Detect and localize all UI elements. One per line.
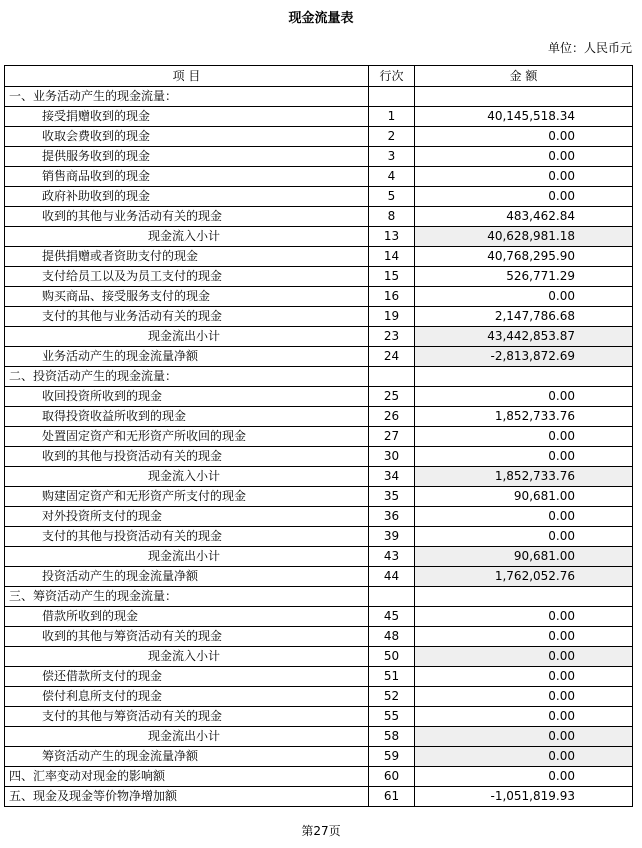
row-line-number: 52 [369, 687, 415, 707]
table-row [5, 587, 633, 607]
row-item-label: 现金流出小计 [5, 327, 369, 347]
row-line-number: 59 [369, 747, 415, 767]
row-amount: 0.00 [415, 167, 633, 187]
currency-unit: 单位：人民币元 [547, 41, 632, 55]
row-item-label: 四、汇率变动对现金的影响额 [5, 767, 369, 787]
row-line-number [369, 587, 415, 607]
row-amount: 0.00 [415, 147, 633, 167]
row-amount: 90,681.00 [415, 547, 633, 567]
row-item-label: 购建固定资产和无形资产所支付的现金 [5, 487, 369, 507]
table-row [5, 527, 633, 547]
row-item-label: 筹资活动产生的现金流量净额 [5, 747, 369, 767]
row-amount: 0.00 [415, 527, 633, 547]
table-row [5, 547, 633, 567]
row-amount: 0.00 [415, 747, 633, 767]
row-amount [415, 87, 633, 107]
header-amount: 金 额 [415, 66, 633, 87]
table-row [5, 507, 633, 527]
page-number: 第27页 [301, 824, 341, 838]
row-amount [415, 367, 633, 387]
row-amount: 0.00 [415, 187, 633, 207]
row-amount: 90,681.00 [415, 487, 633, 507]
row-item-label: 销售商品收到的现金 [5, 167, 369, 187]
row-item-label: 五、现金及现金等价物净增加额 [5, 787, 369, 807]
row-amount: 0.00 [415, 507, 633, 527]
table-row [5, 767, 633, 787]
table-row [5, 447, 633, 467]
table-row [5, 627, 633, 647]
row-line-number: 43 [369, 547, 415, 567]
row-item-label: 现金流出小计 [5, 727, 369, 747]
row-line-number: 15 [369, 267, 415, 287]
row-line-number: 36 [369, 507, 415, 527]
row-amount: 1,762,052.76 [415, 567, 633, 587]
row-line-number: 1 [369, 107, 415, 127]
table-row [5, 707, 633, 727]
table-row [5, 787, 633, 807]
table-row [5, 567, 633, 587]
table-row [5, 167, 633, 187]
row-line-number: 5 [369, 187, 415, 207]
row-line-number: 50 [369, 647, 415, 667]
row-item-label: 提供捐赠或者资助支付的现金 [5, 247, 369, 267]
row-line-number: 25 [369, 387, 415, 407]
row-line-number: 44 [369, 567, 415, 587]
row-item-label: 接受捐赠收到的现金 [5, 107, 369, 127]
row-amount: 0.00 [415, 727, 633, 747]
row-amount [415, 587, 633, 607]
row-line-number: 16 [369, 287, 415, 307]
row-line-number: 19 [369, 307, 415, 327]
table-row [5, 127, 633, 147]
row-amount: 1,852,733.76 [415, 407, 633, 427]
table-row [5, 87, 633, 107]
row-line-number: 55 [369, 707, 415, 727]
row-item-label: 收到的其他与筹资活动有关的现金 [5, 627, 369, 647]
row-item-label: 取得投资收益所收到的现金 [5, 407, 369, 427]
table-row [5, 307, 633, 327]
row-amount: 483,462.84 [415, 207, 633, 227]
row-amount: 1,852,733.76 [415, 467, 633, 487]
table-row [5, 207, 633, 227]
page-title: 现金流量表 [288, 11, 354, 26]
row-item-label: 对外投资所支付的现金 [5, 507, 369, 527]
row-item-label: 政府补助收到的现金 [5, 187, 369, 207]
row-amount: 0.00 [415, 647, 633, 667]
table-row [5, 147, 633, 167]
table-row [5, 667, 633, 687]
row-item-label: 支付给员工以及为员工支付的现金 [5, 267, 369, 287]
table-row [5, 247, 633, 267]
row-line-number: 3 [369, 147, 415, 167]
row-item-label: 处置固定资产和无形资产所收回的现金 [5, 427, 369, 447]
table-row [5, 467, 633, 487]
row-line-number: 61 [369, 787, 415, 807]
row-amount: 40,628,981.18 [415, 227, 633, 247]
row-amount: 0.00 [415, 627, 633, 647]
table-row [5, 287, 633, 307]
row-line-number: 51 [369, 667, 415, 687]
row-amount: 0.00 [415, 767, 633, 787]
row-item-label: 投资活动产生的现金流量净额 [5, 567, 369, 587]
table-row [5, 427, 633, 447]
row-line-number: 23 [369, 327, 415, 347]
row-item-label: 现金流入小计 [5, 227, 369, 247]
row-line-number: 2 [369, 127, 415, 147]
row-line-number: 39 [369, 527, 415, 547]
row-item-label: 三、筹资活动产生的现金流量： [5, 587, 369, 607]
row-item-label: 收回投资所收到的现金 [5, 387, 369, 407]
row-item-label: 收到的其他与业务活动有关的现金 [5, 207, 369, 227]
row-item-label: 收取会费收到的现金 [5, 127, 369, 147]
row-item-label: 偿付利息所支付的现金 [5, 687, 369, 707]
table-row [5, 607, 633, 627]
row-line-number: 35 [369, 487, 415, 507]
table-row [5, 647, 633, 667]
row-item-label: 二、投资活动产生的现金流量： [5, 367, 369, 387]
row-amount: 0.00 [415, 667, 633, 687]
row-line-number: 8 [369, 207, 415, 227]
table-row [5, 227, 633, 247]
row-item-label: 支付的其他与业务活动有关的现金 [5, 307, 369, 327]
table-row [5, 107, 633, 127]
row-line-number: 13 [369, 227, 415, 247]
row-line-number: 48 [369, 627, 415, 647]
table-row [5, 327, 633, 347]
table-row [5, 347, 633, 367]
row-amount: 0.00 [415, 427, 633, 447]
row-line-number [369, 87, 415, 107]
row-amount: 2,147,786.68 [415, 307, 633, 327]
row-item-label: 一、业务活动产生的现金流量： [5, 87, 369, 107]
table-row [5, 187, 633, 207]
row-line-number: 30 [369, 447, 415, 467]
row-item-label: 现金流入小计 [5, 467, 369, 487]
row-amount: -2,813,872.69 [415, 347, 633, 367]
row-item-label: 业务活动产生的现金流量净额 [5, 347, 369, 367]
row-item-label: 提供服务收到的现金 [5, 147, 369, 167]
row-item-label: 借款所收到的现金 [5, 607, 369, 627]
row-item-label: 现金流入小计 [5, 647, 369, 667]
header-item: 项 目 [5, 66, 369, 87]
row-amount: 40,768,295.90 [415, 247, 633, 267]
row-line-number: 45 [369, 607, 415, 627]
header-line: 行次 [369, 66, 415, 87]
table-row [5, 367, 633, 387]
row-amount: 40,145,518.34 [415, 107, 633, 127]
row-amount: 526,771.29 [415, 267, 633, 287]
table-row [5, 687, 633, 707]
row-amount: 0.00 [415, 607, 633, 627]
row-item-label: 购买商品、接受服务支付的现金 [5, 287, 369, 307]
row-line-number: 24 [369, 347, 415, 367]
table-row [5, 727, 633, 747]
row-item-label: 支付的其他与筹资活动有关的现金 [5, 707, 369, 727]
table-row [5, 487, 633, 507]
row-line-number: 60 [369, 767, 415, 787]
row-amount: 43,442,853.87 [415, 327, 633, 347]
row-amount: 0.00 [415, 447, 633, 467]
table-row [5, 387, 633, 407]
row-line-number: 27 [369, 427, 415, 447]
row-amount: 0.00 [415, 287, 633, 307]
table-row [5, 267, 633, 287]
row-amount: -1,051,819.93 [415, 787, 633, 807]
row-amount: 0.00 [415, 127, 633, 147]
row-item-label: 偿还借款所支付的现金 [5, 667, 369, 687]
row-line-number: 34 [369, 467, 415, 487]
row-line-number: 14 [369, 247, 415, 267]
table-header-row [5, 66, 633, 87]
row-item-label: 支付的其他与投资活动有关的现金 [5, 527, 369, 547]
cash-flow-table [4, 65, 633, 807]
row-amount: 0.00 [415, 687, 633, 707]
row-item-label: 收到的其他与投资活动有关的现金 [5, 447, 369, 467]
row-line-number: 58 [369, 727, 415, 747]
table-row [5, 407, 633, 427]
row-amount: 0.00 [415, 387, 633, 407]
row-line-number: 26 [369, 407, 415, 427]
table-row [5, 747, 633, 767]
row-line-number: 4 [369, 167, 415, 187]
row-amount: 0.00 [415, 707, 633, 727]
row-line-number [369, 367, 415, 387]
row-item-label: 现金流出小计 [5, 547, 369, 567]
